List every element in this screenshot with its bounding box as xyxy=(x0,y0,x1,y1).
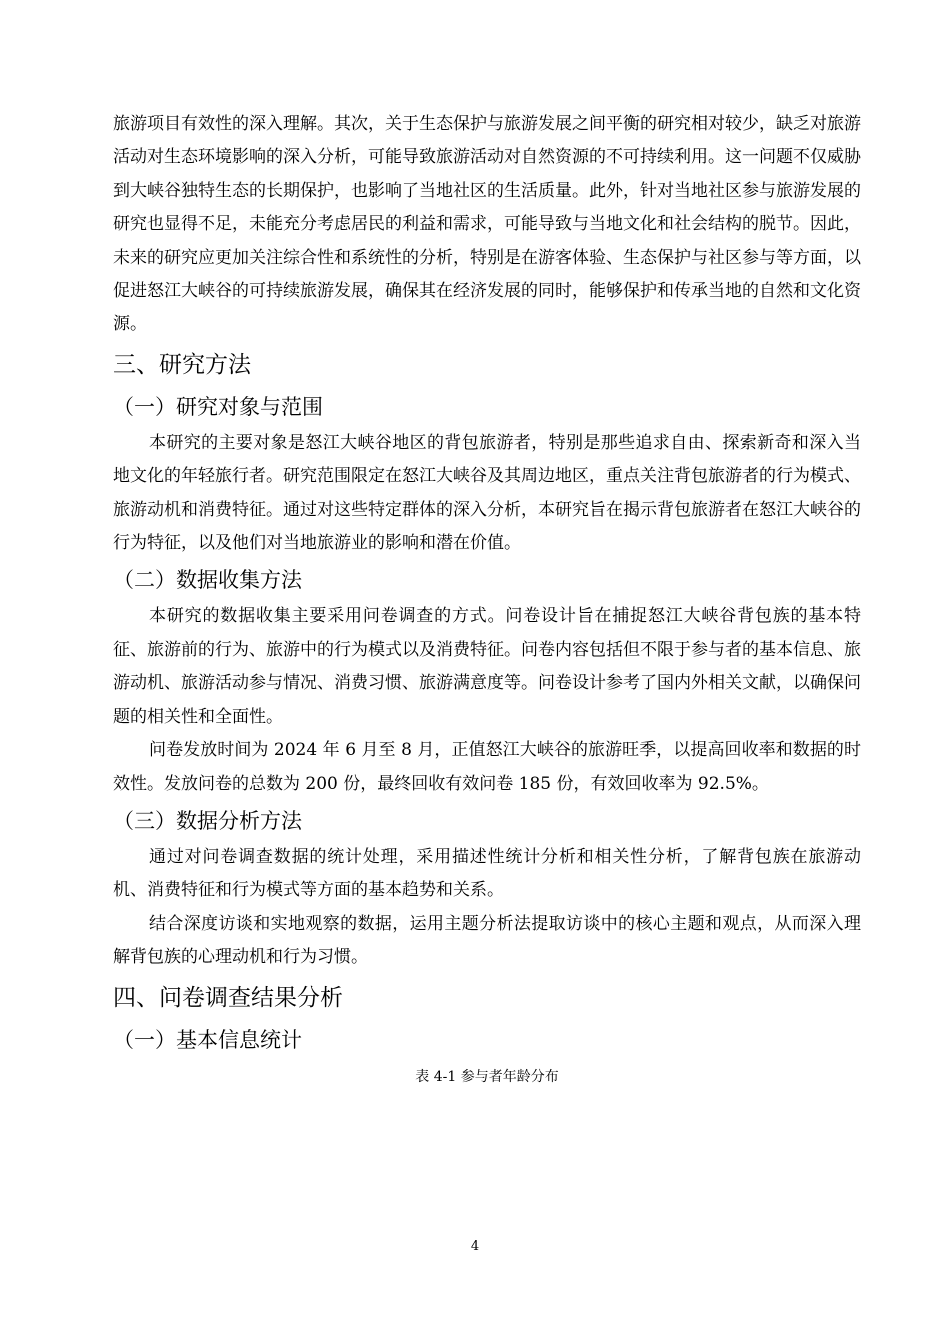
subsection-heading-data-collection: （二）数据收集方法 xyxy=(113,568,302,593)
section-heading-survey-results: 四、问卷调查结果分析 xyxy=(113,984,343,1011)
section-heading-research-methods: 三、研究方法 xyxy=(113,351,251,378)
page-number: 4 xyxy=(470,1239,480,1254)
subsection-heading-research-object: （一）研究对象与范围 xyxy=(113,394,323,419)
table-caption: 表 4-1 参与者年龄分布 xyxy=(415,1068,559,1085)
subsection-heading-data-analysis: （三）数据分析方法 xyxy=(113,808,302,833)
paragraph-thematic-analysis: 结合深度访谈和实地观察的数据，运用主题分析法提取访谈中的核心主题和观点，从而深入理解背包族的心理动机和行为习惯。 xyxy=(113,913,861,968)
subsection-heading-basic-info: （一）基本信息统计 xyxy=(113,1027,302,1052)
document-page xyxy=(113,108,861,1090)
paragraph-data-collection: 本研究的数据收集主要采用问卷调查的方式。问卷设计旨在捕捉怒江大峡谷背包族的基本特征、旅游前的行为、旅游中的行为模式以及消费特征。问卷内容包括但不限于参与者的基本信息、旅游动机、旅游活动参与情况、消费习惯、旅游满意度等。问卷设计参考了国内外相关文献，以确保问题的相关性和全面性。 xyxy=(113,606,861,727)
paragraph-questionnaire-distribution: 问卷发放时间为 2024 年 6 月至 8 月，正值怒江大峡谷的旅游旺季，以提高回收率和数据的时效性。发放问卷的总数为 200 份，最终回收有效问卷 185 份，有效回收率为 92.5%。 xyxy=(113,740,861,794)
paragraph-statistical-analysis: 通过对问卷调查数据的统计处理，采用描述性统计分析和相关性分析，了解背包族在旅游动机、消费特征和行为模式等方面的基本趋势和关系。 xyxy=(113,846,861,901)
paragraph-continued: 旅游项目有效性的深入理解。其次，关于生态保护与旅游发展之间平衡的研究相对较少，缺乏对旅游活动对生态环境影响的深入分析，可能导致旅游活动对自然资源的不可持续利用。这一问题不仅威胁到大峡谷独特生态的长期保护，也影响了当地社区的生活质量。此外，针对当地社区参与旅游发展的研究也显得不足，未能充分考虑居民的利益和需求，可能导致与当地文化和社会结构的脱节。因此，未来的研究应更加关注综合性和系统性的分析，特别是在游客体验、生态保护与社区参与等方面，以促进怒江大峡谷的可持续旅游发展，确保其在经济发展的同时，能够保护和传承当地的自然和文化资源。 xyxy=(113,114,861,335)
paragraph-research-object: 本研究的主要对象是怒江大峡谷地区的背包旅游者，特别是那些追求自由、探索新奇和深入当地文化的年轻旅行者。研究范围限定在怒江大峡谷及其周边地区，重点关注背包旅游者的行为模式、旅游动机和消费特征。通过对这些特定群体的深入分析，本研究旨在揭示背包旅游者在怒江大峡谷的行为特征，以及他们对当地旅游业的影响和潜在价值。 xyxy=(113,432,861,554)
